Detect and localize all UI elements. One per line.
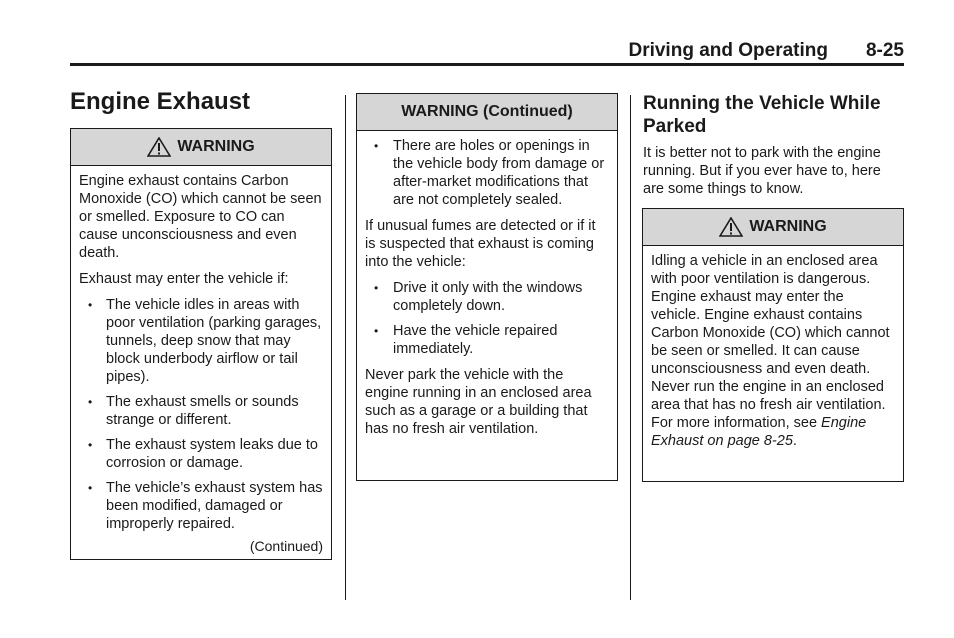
bullet-icon: • (88, 298, 93, 312)
page-title: Engine Exhaust (70, 88, 251, 115)
bullet-icon: • (374, 324, 379, 338)
section-subtitle: Running the Vehicle While Parked (643, 93, 881, 137)
column-divider-2 (630, 95, 631, 600)
warning-box-idling (642, 208, 904, 482)
warning-box-heading (71, 129, 331, 166)
paragraph: Exhaust may enter the vehicle if: (79, 271, 289, 287)
paragraph: If unusual fumes are detected or if it is suspected that exhaust is coming into the vehicle: (365, 218, 596, 270)
warning-triangle-icon (719, 217, 743, 237)
warning-label: WARNING (749, 218, 827, 235)
bullet-list (79, 296, 323, 533)
header-page-number: 8-25 (865, 40, 904, 61)
header-rule (70, 63, 904, 66)
page-header (70, 38, 904, 66)
warning-label: WARNING (177, 138, 255, 155)
warning-triangle-icon (147, 137, 171, 157)
cross-reference-link[interactable]: Engine Exhaust on page 8-25 (651, 415, 867, 449)
warning-box-heading: WARNING (Continued) (357, 94, 617, 131)
continued-note: (Continued) (249, 538, 323, 554)
bullet-list (365, 137, 609, 209)
list-item: • There are holes or openings in the vehicle body from damage or after-market modifications that are not completely sealed. (374, 138, 605, 208)
warning-box-heading (643, 209, 903, 246)
list-item: • The exhaust smells or sounds strange or different. (88, 394, 299, 428)
list-item: • The vehicle idles in areas with poor ventilation (parking garages, tunnels, deep snow that may block underbody airflow or tail pipes). (88, 297, 322, 385)
warning-box-body (357, 131, 617, 438)
header-section-title: Driving and Operating (628, 40, 828, 61)
list-item: • The vehicle’s exhaust system has been modified, damaged or improperly repaired. (88, 480, 323, 532)
intro-paragraph: It is better not to park with the engine running. But if you ever have to, here are some things to know. (643, 145, 881, 197)
bullet-icon: • (88, 438, 93, 452)
warning-box-body (643, 246, 903, 450)
bullet-icon: • (88, 395, 93, 409)
warning-box-body (71, 166, 331, 555)
paragraph: Engine exhaust contains Carbon Monoxide (CO) which cannot be seen or smelled. Exposure to CO can cause unconsciousness and even death. (79, 173, 322, 261)
bullet-list (365, 279, 609, 358)
warning-box-continued (356, 93, 618, 481)
column-divider-1 (345, 95, 346, 600)
bullet-icon: • (374, 281, 379, 295)
list-item: • The exhaust system leaks due to corrosion or damage. (88, 437, 318, 471)
list-item: • Drive it only with the windows completely down. (374, 280, 583, 314)
bullet-icon: • (88, 481, 93, 495)
warning-box-exhaust (70, 128, 332, 560)
list-item: • Have the vehicle repaired immediately. (374, 323, 558, 357)
paragraph: Idling a vehicle in an enclosed area with poor ventilation is dangerous. Engine exhaust may enter the vehicle. Engine exhaust contains Carbon Monoxide (CO) which cannot be seen or smelled. It can cause unconsciousness and even death. Never run the engine in an enclosed area that has no fresh air ventilation. For more information, see Engine Exhaust on page 8-25. (651, 253, 890, 449)
bullet-icon: • (374, 139, 379, 153)
paragraph: Never park the vehicle with the engine running in an enclosed area such as a garage or a building that has no fresh air ventilation. (365, 367, 592, 437)
